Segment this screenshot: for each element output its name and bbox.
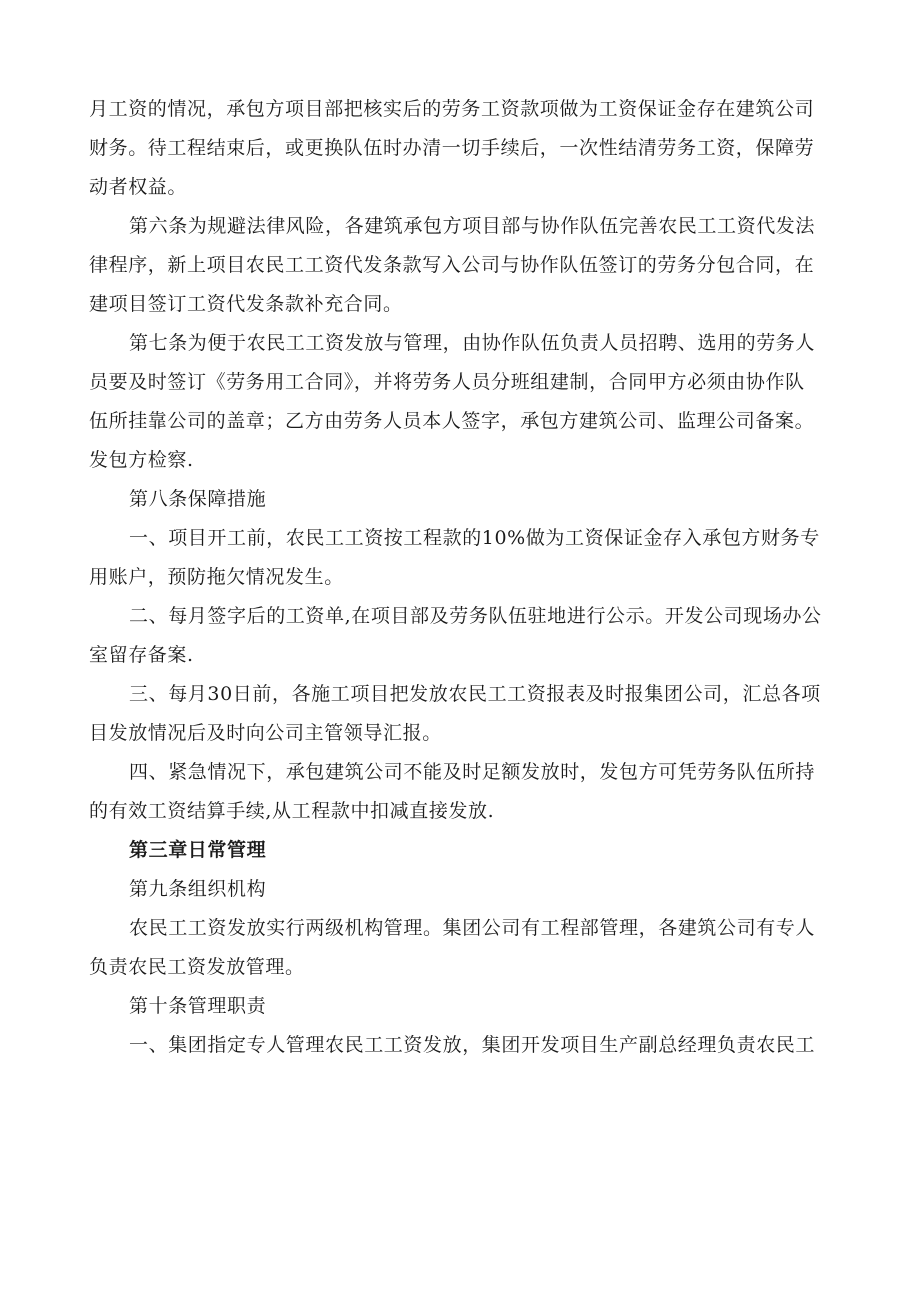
document-body	[89, 90, 831, 1065]
chapter-heading-text: 第三章日常管理	[129, 839, 267, 861]
text-line: 发包方检察.	[89, 449, 194, 471]
text-line: 三、每月30日前，各施工项目把发放农民工工资报表及时报集团公司，汇总各项	[129, 683, 821, 705]
chapter-heading	[89, 831, 831, 870]
text-line: 二、每月签字后的工资单,在项目部及劳务队伍驻地进行公示。开发公司现场办公	[129, 605, 822, 627]
paragraph	[89, 597, 831, 675]
text-line: 伍所挂靠公司的盖章；乙方由劳务人员本人签字，承包方建筑公司、监理公司备案。	[89, 410, 815, 432]
text-line: 第七条为便于农民工工资发放与管理，由协作队伍负责人员招聘、选用的劳务人	[129, 332, 816, 354]
paragraph	[89, 207, 831, 324]
text-line: 室留存备案.	[89, 644, 194, 666]
text-line: 月工资的情况，承包方项目部把核实后的劳务工资款项做为工资保证金存在建筑公司	[89, 98, 815, 120]
paragraph	[89, 324, 831, 480]
paragraph	[89, 519, 831, 597]
text-line: 财务。待工程结束后，或更换队伍时办清一切手续后，一次性结清劳务工资，保障劳	[89, 137, 815, 159]
paragraph	[89, 1026, 831, 1065]
text-line: 动者权益。	[89, 176, 188, 198]
paragraph	[89, 987, 831, 1026]
text-line: 农民工工资发放实行两级机构管理。集团公司有工程部管理，各建筑公司有专人	[129, 917, 816, 939]
text-line: 用账户，预防拖欠情况发生。	[89, 566, 344, 588]
text-line: 负责农民工资发放管理。	[89, 956, 305, 978]
paragraph	[89, 675, 831, 753]
text-line: 第六条为规避法律风险，各建筑承包方项目部与协作队伍完善农民工工资代发法	[129, 215, 816, 237]
text-line: 员要及时签订《劳务用工合同》，并将劳务人员分班组建制，合同甲方必须由协作队	[89, 371, 805, 393]
text-line: 目发放情况后及时向公司主管领导汇报。	[89, 722, 442, 744]
text-line: 一、集团指定专人管理农民工工资发放，集团开发项目生产副总经理负责农民工	[129, 1034, 816, 1056]
text-line: 第九条组织机构	[129, 878, 267, 900]
paragraph	[89, 753, 831, 831]
text-line: 律程序，新上项目农民工工资代发条款写入公司与协作队伍签订的劳务分包合同，在	[89, 254, 815, 276]
text-line: 四、紧急情况下，承包建筑公司不能及时足额发放时，发包方可凭劳务队伍所持	[129, 761, 816, 783]
paragraph	[89, 870, 831, 909]
text-line: 第八条保障措施	[129, 488, 267, 510]
paragraph	[89, 909, 831, 987]
text-line: 一、项目开工前，农民工工资按工程款的10%做为工资保证金存入承包方财务专	[129, 527, 820, 549]
text-line: 的有效工资结算手续,从工程款中扣减直接发放.	[89, 800, 495, 822]
text-line: 第十条管理职责	[129, 995, 267, 1017]
paragraph	[89, 90, 831, 207]
text-line: 建项目签订工资代发条款补充合同。	[89, 293, 403, 315]
paragraph	[89, 480, 831, 519]
